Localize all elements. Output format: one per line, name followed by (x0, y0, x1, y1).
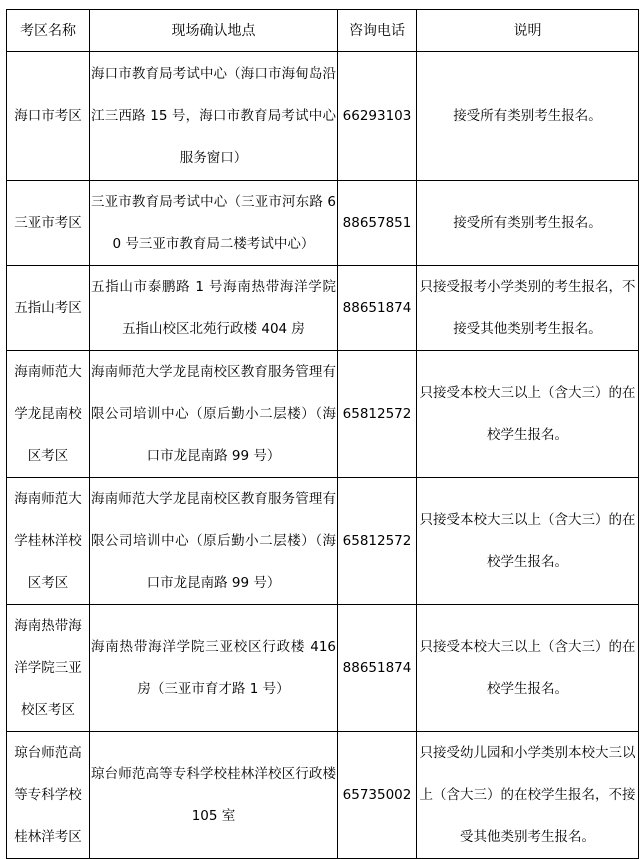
exam-area-name: 海南师范大学桂林洋校区考区 (7, 478, 90, 605)
note: 接受所有类别考生报名。 (417, 181, 639, 266)
header-note: 说明 (417, 10, 639, 52)
table-row (7, 351, 639, 478)
header-confirm-site: 现场确认地点 (90, 10, 338, 52)
note: 接受所有类别考生报名。 (417, 52, 639, 181)
confirm-site: 海南师范大学龙昆南校区教育服务管理有限公司培训中心（原后勤小二层楼）（海口市龙昆南路 99 号） (90, 478, 338, 605)
note: 只接受本校大三以上（含大三）的在校学生报名。 (417, 478, 639, 605)
table-row (7, 478, 639, 605)
header-row (7, 10, 639, 52)
phone-number: 88657851 (338, 181, 417, 266)
note: 只接受幼儿园和小学类别本校大三以上（含大三）的在校学生报名，不接受其他类别考生报名。 (417, 732, 639, 859)
phone-number: 66293103 (338, 52, 417, 181)
phone-number: 88651874 (338, 266, 417, 351)
note: 只接受本校大三以上（含大三）的在校学生报名。 (417, 351, 639, 478)
exam-area-name: 海南热带海洋学院三亚校区考区 (7, 605, 90, 732)
header-phone: 咨询电话 (338, 10, 417, 52)
table-row (7, 266, 639, 351)
exam-site-table (6, 9, 639, 859)
table-row (7, 732, 639, 859)
note: 只接受本校大三以上（含大三）的在校学生报名。 (417, 605, 639, 732)
phone-number: 65812572 (338, 478, 417, 605)
note: 只接受报考小学类别的考生报名，不接受其他类别考生报名。 (417, 266, 639, 351)
exam-area-name: 琼台师范高等专科学校桂林洋考区 (7, 732, 90, 859)
table-row (7, 605, 639, 732)
confirm-site: 海口市教育局考试中心（海口市海甸岛沿江三西路 15 号，海口市教育局考试中心服务窗口） (90, 52, 338, 181)
exam-area-name: 三亚市考区 (7, 181, 90, 266)
phone-number: 88651874 (338, 605, 417, 732)
confirm-site: 海南师范大学龙昆南校区教育服务管理有限公司培训中心（原后勤小二层楼）（海口市龙昆南路 99 号） (90, 351, 338, 478)
header-exam-area: 考区名称 (7, 10, 90, 52)
table-row (7, 181, 639, 266)
phone-number: 65735002 (338, 732, 417, 859)
phone-number: 65812572 (338, 351, 417, 478)
confirm-site: 三亚市教育局考试中心（三亚市河东路 60 号三亚市教育局二楼考试中心） (90, 181, 338, 266)
exam-area-name: 海南师范大学龙昆南校区考区 (7, 351, 90, 478)
table-row (7, 52, 639, 181)
confirm-site: 海南热带海洋学院三亚校区行政楼 416 房（三亚市育才路 1 号） (90, 605, 338, 732)
exam-area-name: 五指山考区 (7, 266, 90, 351)
exam-area-name: 海口市考区 (7, 52, 90, 181)
confirm-site: 五指山市泰鹏路 1 号海南热带海洋学院五指山校区北苑行政楼 404 房 (90, 266, 338, 351)
confirm-site: 琼台师范高等专科学校桂林洋校区行政楼 105 室 (90, 732, 338, 859)
